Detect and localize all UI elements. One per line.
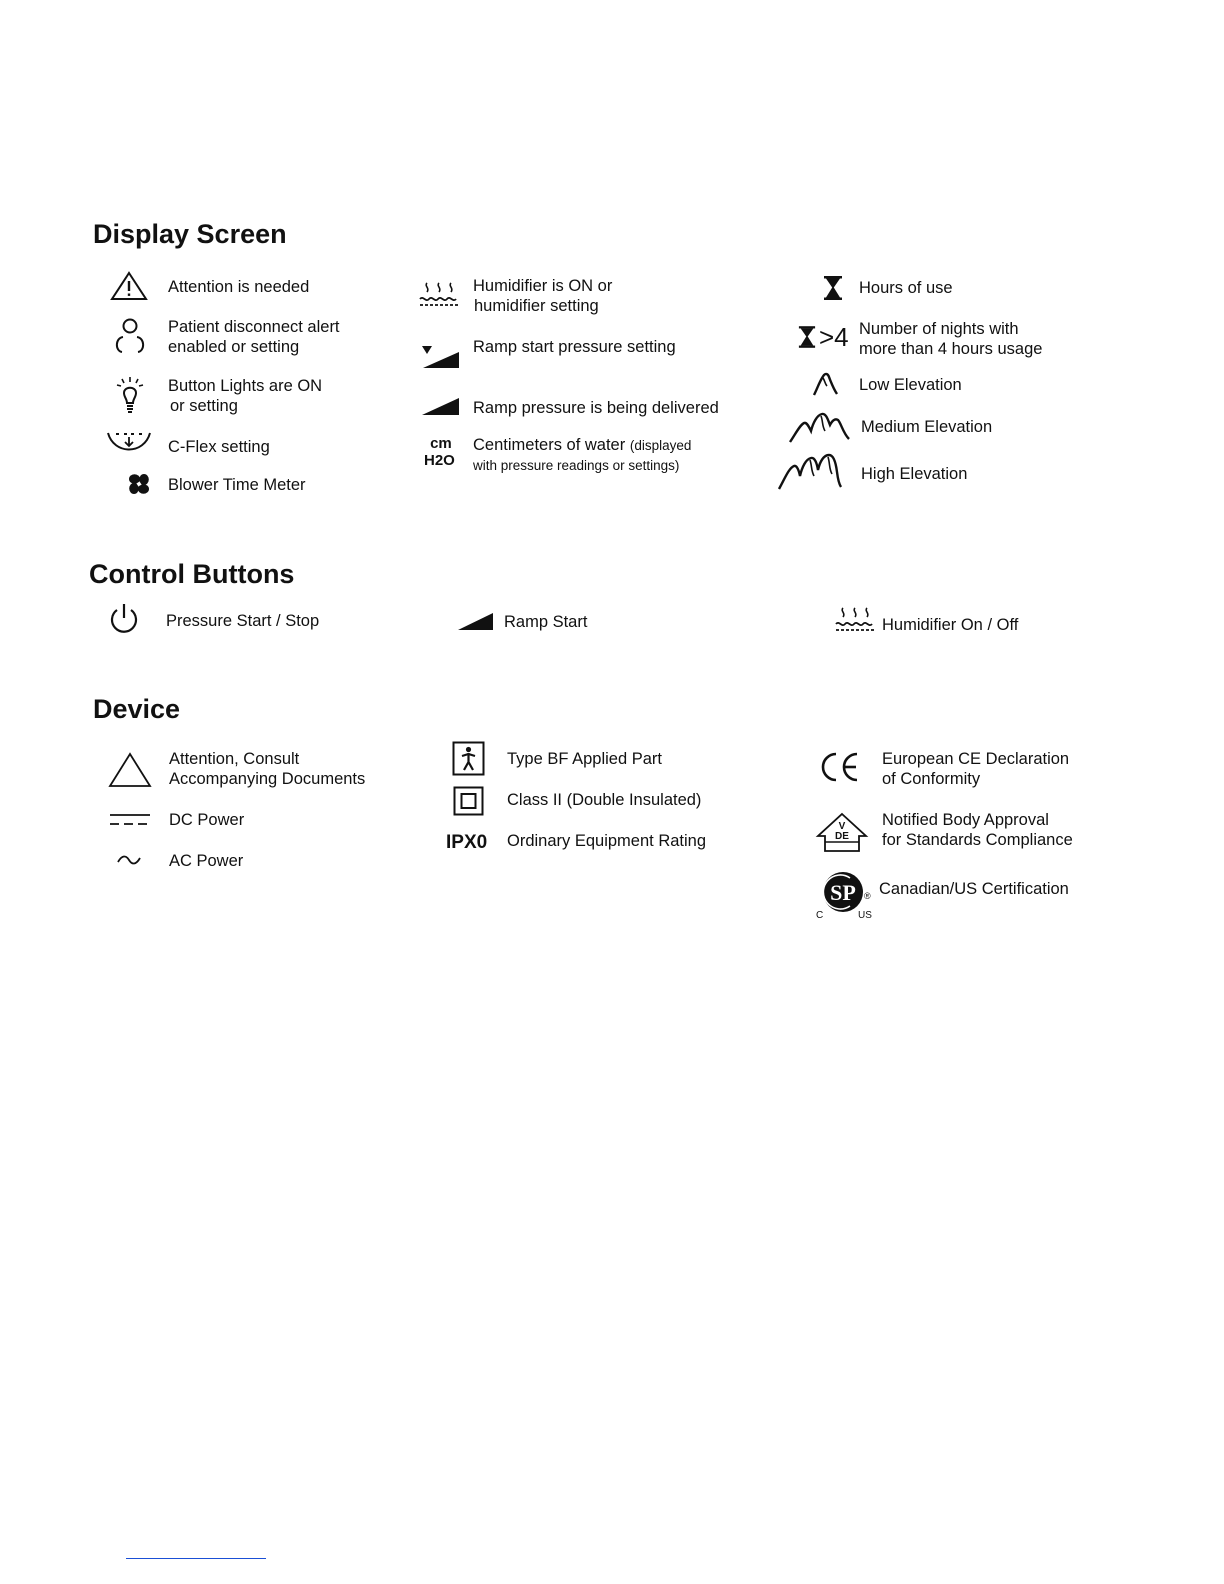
ramp-start-button-icon[interactable] [457,611,495,631]
ac-power-label: AC Power [169,852,244,870]
ipx0-label: Ordinary Equipment Rating [507,832,707,850]
control-buttons-heading: Control Buttons [89,559,295,589]
csa-mark-icon [812,870,876,922]
csa-sp-text: SP [830,880,856,905]
nights-line-2: more than 4 hours usage [859,340,1043,358]
button-lights-label [168,376,322,416]
cmh2o-note-1: (displayed [629,438,692,453]
cmh2o-main-text: Centimeters of water [473,436,626,454]
patient-disconnect-line-1: Patient disconnect alert [168,318,340,336]
h2o-symbol: H2O [424,452,455,469]
ipx0-symbol: IPX0 [446,832,488,853]
nights-symbol: >4 [819,322,849,352]
class-ii-icon [453,786,484,816]
attention-consult-line-2: Accompanying Documents [169,770,366,788]
patient-disconnect-line-2: enabled or setting [168,338,300,356]
ramp-delivered-label: Ramp pressure is being delivered [473,399,719,417]
humidifier-icon [418,281,460,309]
vde-mark-icon [815,812,869,854]
ramp-start-pressure-icon [421,345,461,369]
button-lights-line-2: or setting [170,397,238,415]
display-screen-heading: Display Screen [93,219,287,249]
patient-disconnect-label [168,317,340,357]
csa-label: Canadian/US Certification [879,880,1069,898]
cmh2o-line-1 [473,435,691,456]
humidifier-line-2: humidifier setting [474,297,599,315]
low-elevation-icon [812,372,840,396]
dc-power-label: DC Power [169,811,245,829]
blower-time-label: Blower Time Meter [168,476,306,494]
cmh2o-line-2: with pressure readings or settings) [473,458,680,473]
class-ii-label: Class II (Double Insulated) [507,791,702,809]
vde-label [882,810,1073,850]
humidifier-line-1: Humidifier is ON or [473,277,613,295]
cflex-label: C-Flex setting [168,438,270,456]
vde-line-1: Notified Body Approval [882,811,1049,829]
pressure-start-stop-label: Pressure Start / Stop [166,612,320,630]
footer-divider [126,1558,266,1559]
cmh2o-icon [424,435,455,469]
humidifier-on-off-label: Humidifier On / Off [882,616,1019,634]
medium-elevation-icon [788,411,852,443]
hours-of-use-label: Hours of use [859,279,953,297]
attention-consult-label [169,749,365,789]
attention-triangle-icon [110,271,148,301]
dc-power-icon [109,812,151,828]
medium-elevation-label: Medium Elevation [861,418,993,436]
attention-needed-label: Attention is needed [168,278,310,296]
hourglass-icon [823,275,843,301]
csa-us-text: US [858,910,872,921]
csa-r-text: ® [864,891,871,901]
vde-line-2: for Standards Compliance [882,831,1073,849]
attention-consult-line-1: Attention, Consult [169,750,300,768]
ce-line-1: European CE Declaration [882,750,1070,768]
attention-consult-icon [108,752,152,788]
ramp-start-pressure-label: Ramp start pressure setting [473,338,676,356]
ce-line-2: of Conformity [882,770,981,788]
vde-v-text: V [838,821,846,832]
ce-label [882,749,1069,789]
humidifier-label [473,276,612,316]
high-elevation-label: High Elevation [861,465,968,483]
cflex-icon [106,431,152,455]
type-bf-icon [452,741,485,776]
nights-label [859,319,1042,359]
device-heading: Device [93,694,181,724]
blower-fan-icon [127,472,151,496]
patient-disconnect-icon [113,317,147,357]
low-elevation-label: Low Elevation [859,376,962,394]
ce-mark-icon [819,751,861,783]
ramp-start-label: Ramp Start [504,613,588,631]
high-elevation-icon [777,452,843,490]
humidifier-button-icon[interactable] [834,606,876,634]
button-lights-line-1: Button Lights are ON [168,377,323,395]
power-button-icon[interactable] [108,602,140,636]
csa-c-text: C [816,910,824,921]
ramp-delivered-icon [421,396,461,416]
cm-symbol: cm [430,435,452,452]
ac-power-icon [116,853,142,867]
cmh2o-label [473,435,691,476]
hourglass-nights-icon [798,325,816,349]
type-bf-label: Type BF Applied Part [507,750,663,768]
light-bulb-icon [115,376,145,414]
vde-de-text: DE [835,831,849,842]
nights-line-1: Number of nights with [859,320,1019,338]
